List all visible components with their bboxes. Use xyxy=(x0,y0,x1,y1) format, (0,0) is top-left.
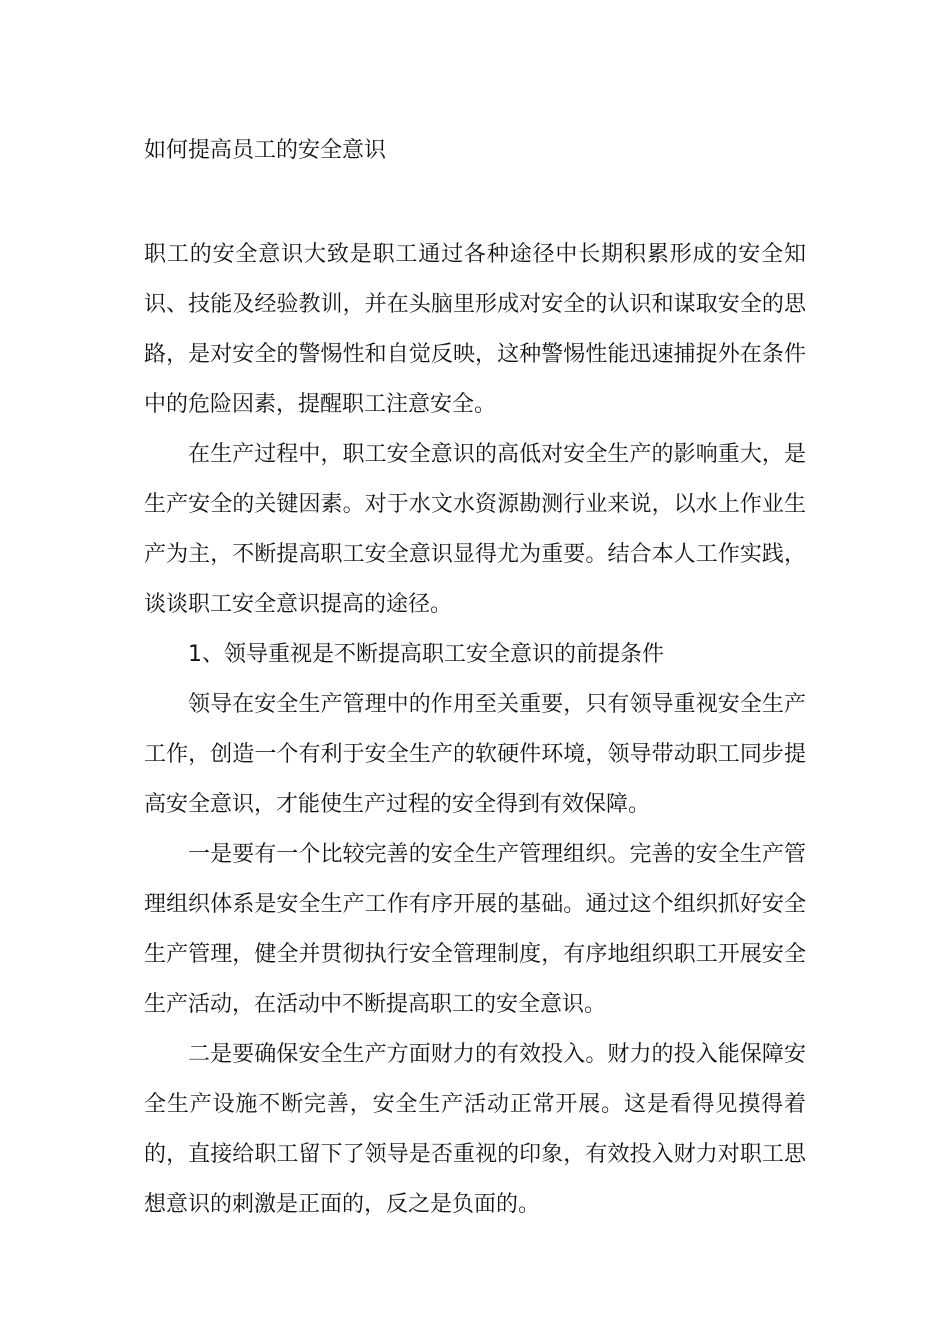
document-body xyxy=(144,230,806,1230)
paragraph-financial-investment: 二是要确保安全生产方面财力的有效投入。财力的投入能保障安全生产设施不断完善，安全生产活动正常开展。这是看得见摸得着的，直接给职工留下了领导是否重视的印象，有效投入财力对职工思想意识的刺激是正面的，反之是负面的。 xyxy=(144,1042,806,1217)
paragraph-production-process: 在生产过程中，职工安全意识的高低对安全生产的影响重大，是生产安全的关键因素。对于水文水资源勘测行业来说，以水上作业生产为主，不断提高职工安全意识显得尤为重要。结合本人工作实践，谈谈职工安全意识提高的途径。 xyxy=(144,442,806,617)
paragraph-leadership-role: 领导在安全生产管理中的作用至关重要，只有领导重视安全生产工作，创造一个有利于安全生产的软硬件环境，领导带动职工同步提高安全意识，才能使生产过程的安全得到有效保障。 xyxy=(144,692,806,817)
paragraph-management-organization: 一是要有一个比较完善的安全生产管理组织。完善的安全生产管理组织体系是安全生产工作有序开展的基础。通过这个组织抓好安全生产管理，健全并贯彻执行安全管理制度，有序地组织职工开展安全生产活动，在活动中不断提高职工的安全意识。 xyxy=(144,842,806,1017)
document-title: 如何提高员工的安全意识 xyxy=(144,138,387,163)
paragraph-intro: 职工的安全意识大致是职工通过各种途径中长期积累形成的安全知识、技能及经验教训，并在头脑里形成对安全的认识和谋取安全的思路，是对安全的警惕性和自觉反映，这种警惕性能迅速捕捉外在条件中的危险因素，提醒职工注意安全。 xyxy=(144,242,806,417)
section-heading-leadership: 1、领导重视是不断提高职工安全意识的前提条件 xyxy=(188,642,664,667)
